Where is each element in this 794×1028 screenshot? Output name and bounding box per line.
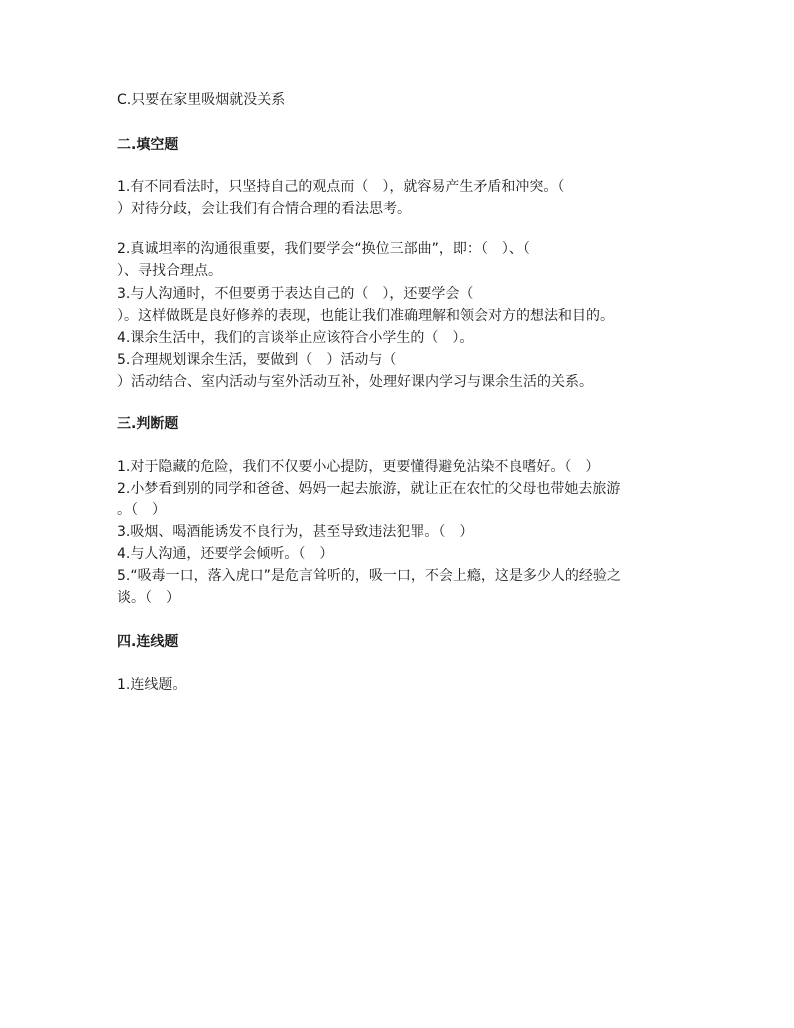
fill-q1-line2: ）对待分歧，会让我们有合情合理的看法思考。	[117, 201, 411, 217]
judge-q2-line2: 。（ ）	[117, 502, 166, 518]
match-q1: 1.连线题。	[117, 677, 187, 693]
section-heading-judge: 三.判断题	[117, 416, 179, 432]
fill-q5-line1: 5.合理规划课余生活，要做到（ ）活动与（	[117, 352, 397, 368]
section-heading-match: 四.连线题	[117, 634, 179, 650]
fill-q5-line2: ）活动结合、室内活动与室外活动互补，处理好课内学习与课余生活的关系。	[117, 374, 593, 390]
fill-q1-line1: 1.有不同看法时，只坚持自己的观点而（ ），就容易产生矛盾和冲突。（	[117, 179, 565, 195]
judge-q2-line1: 2.小梦看到别的同学和爸爸、妈妈一起去旅游，就让正在农忙的父母也带她去旅游	[117, 481, 621, 497]
fill-q3-line1: 3.与人沟通时，不但要勇于表达自己的（ ），还要学会（	[117, 286, 474, 302]
option-c: C.只要在家里吸烟就没关系	[117, 92, 286, 108]
judge-q5-line1: 5.“吸毒一口，落入虎口”是危言耸听的，吸一口，不会上瘾，这是多少人的经验之	[117, 568, 621, 584]
judge-q3: 3.吸烟、喝酒能诱发不良行为，甚至导致违法犯罪。（ ）	[117, 524, 474, 540]
section-heading-fill: 二.填空题	[117, 137, 179, 153]
fill-q2-line2: ）、寻找合理点。	[117, 263, 222, 279]
fill-q3-line2: ）。这样做既是良好修养的表现，也能让我们准确理解和领会对方的想法和目的。	[117, 308, 614, 324]
fill-q4: 4.课余生活中，我们的言谈举止应该符合小学生的（ ）。	[117, 330, 474, 346]
judge-q4: 4.与人沟通，还要学会倾听。（ ）	[117, 546, 334, 562]
judge-q5-line2: 谈。（ ）	[117, 590, 180, 606]
fill-q2-line1: 2.真诚坦率的沟通很重要，我们要学会“换位三部曲”，即：（ ）、（	[117, 241, 530, 257]
judge-q1: 1.对于隐藏的危险，我们不仅要小心提防，更要懂得避免沾染不良嗜好。（ ）	[117, 459, 600, 475]
